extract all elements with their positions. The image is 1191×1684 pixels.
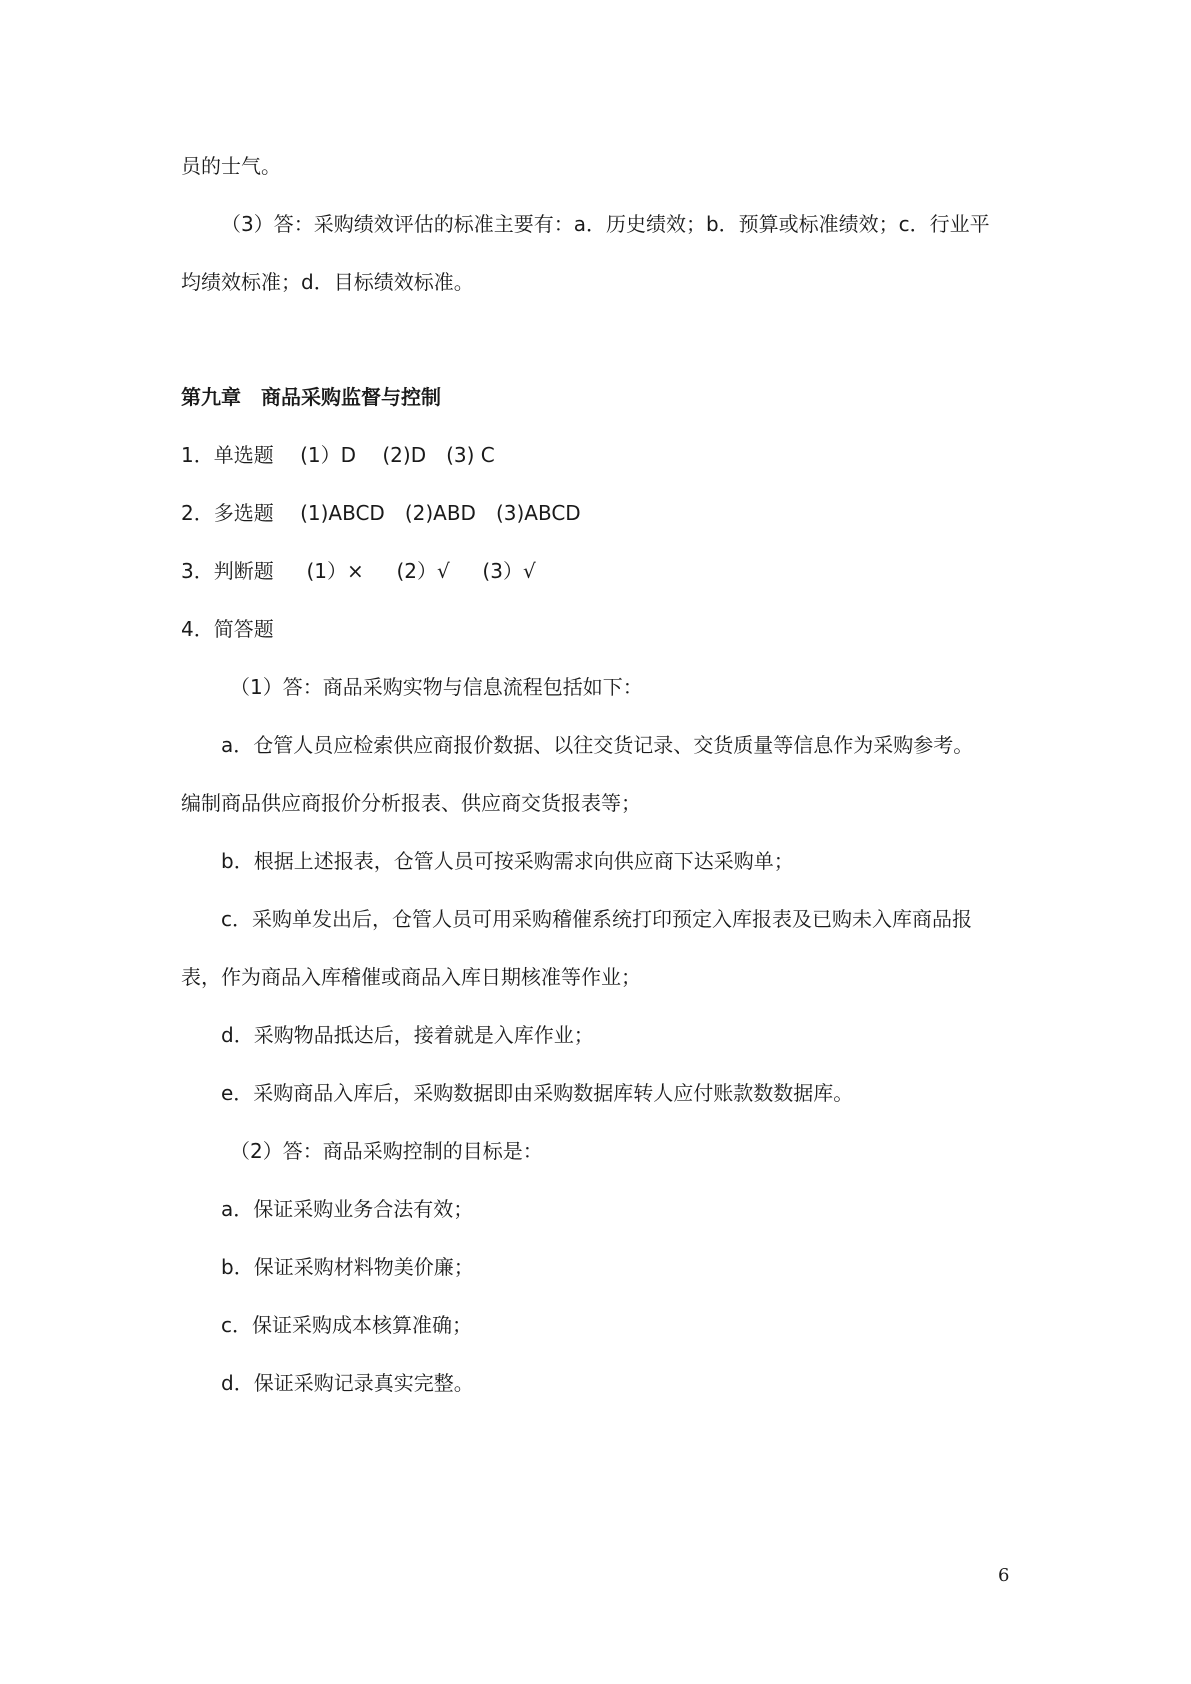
paragraph-continuation: 员的士气。 [181, 154, 281, 178]
short-answer-1-item-e: e．采购商品入库后，采购数据即由采购数据库转人应付账款数数据库。 [221, 1081, 854, 1105]
short-answer-1-item-c-line-1: c．采购单发出后，仓管人员可用采购稽催系统打印预定入库报表及已购未入库商品报 [221, 907, 972, 931]
short-answer-1-item-a-line-2: 编制商品供应商报价分析报表、供应商交货报表等； [181, 791, 641, 815]
short-answer-1-intro: （1）答：商品采购实物与信息流程包括如下： [230, 675, 643, 699]
short-answer-2-intro: （2）答：商品采购控制的目标是： [230, 1139, 543, 1163]
short-answer-1-item-b: b．根据上述报表，仓管人员可按采购需求向供应商下达采购单； [221, 849, 794, 873]
multi-choice-answers: 2．多选题 (1)ABCD (2)ABD (3)ABCD [181, 501, 581, 525]
true-false-answers: 3．判断题 (1）× (2）√ (3）√ [181, 559, 536, 583]
short-answer-2-item-b: b．保证采购材料物美价廉； [221, 1255, 474, 1279]
short-answer-1-item-a-line-1: a．仓管人员应检索供应商报价数据、以往交货记录、交货质量等信息作为采购参考。 [221, 733, 974, 757]
short-answer-2-item-d: d．保证采购记录真实完整。 [221, 1371, 474, 1395]
short-answer-2-item-c: c．保证采购成本核算准确； [221, 1313, 472, 1337]
short-answer-2-item-a: a．保证采购业务合法有效； [221, 1197, 474, 1221]
short-answer-1-item-d: d．采购物品抵达后，接着就是入库作业； [221, 1023, 594, 1047]
single-choice-answers: 1．单选题 (1）D (2)D (3) C [181, 443, 495, 467]
short-answer-heading: 4．简答题 [181, 617, 274, 641]
page-number: 6 [998, 1565, 1010, 1586]
answer-3-line-2: 均绩效标准；d．目标绩效标准。 [181, 270, 474, 294]
answer-3-line-1: （3）答：采购绩效评估的标准主要有：a．历史绩效；b．预算或标准绩效；c．行业平 [221, 212, 990, 236]
short-answer-1-item-c-line-2: 表，作为商品入库稽催或商品入库日期核准等作业； [181, 965, 641, 989]
chapter-title: 第九章 商品采购监督与控制 [181, 385, 441, 409]
